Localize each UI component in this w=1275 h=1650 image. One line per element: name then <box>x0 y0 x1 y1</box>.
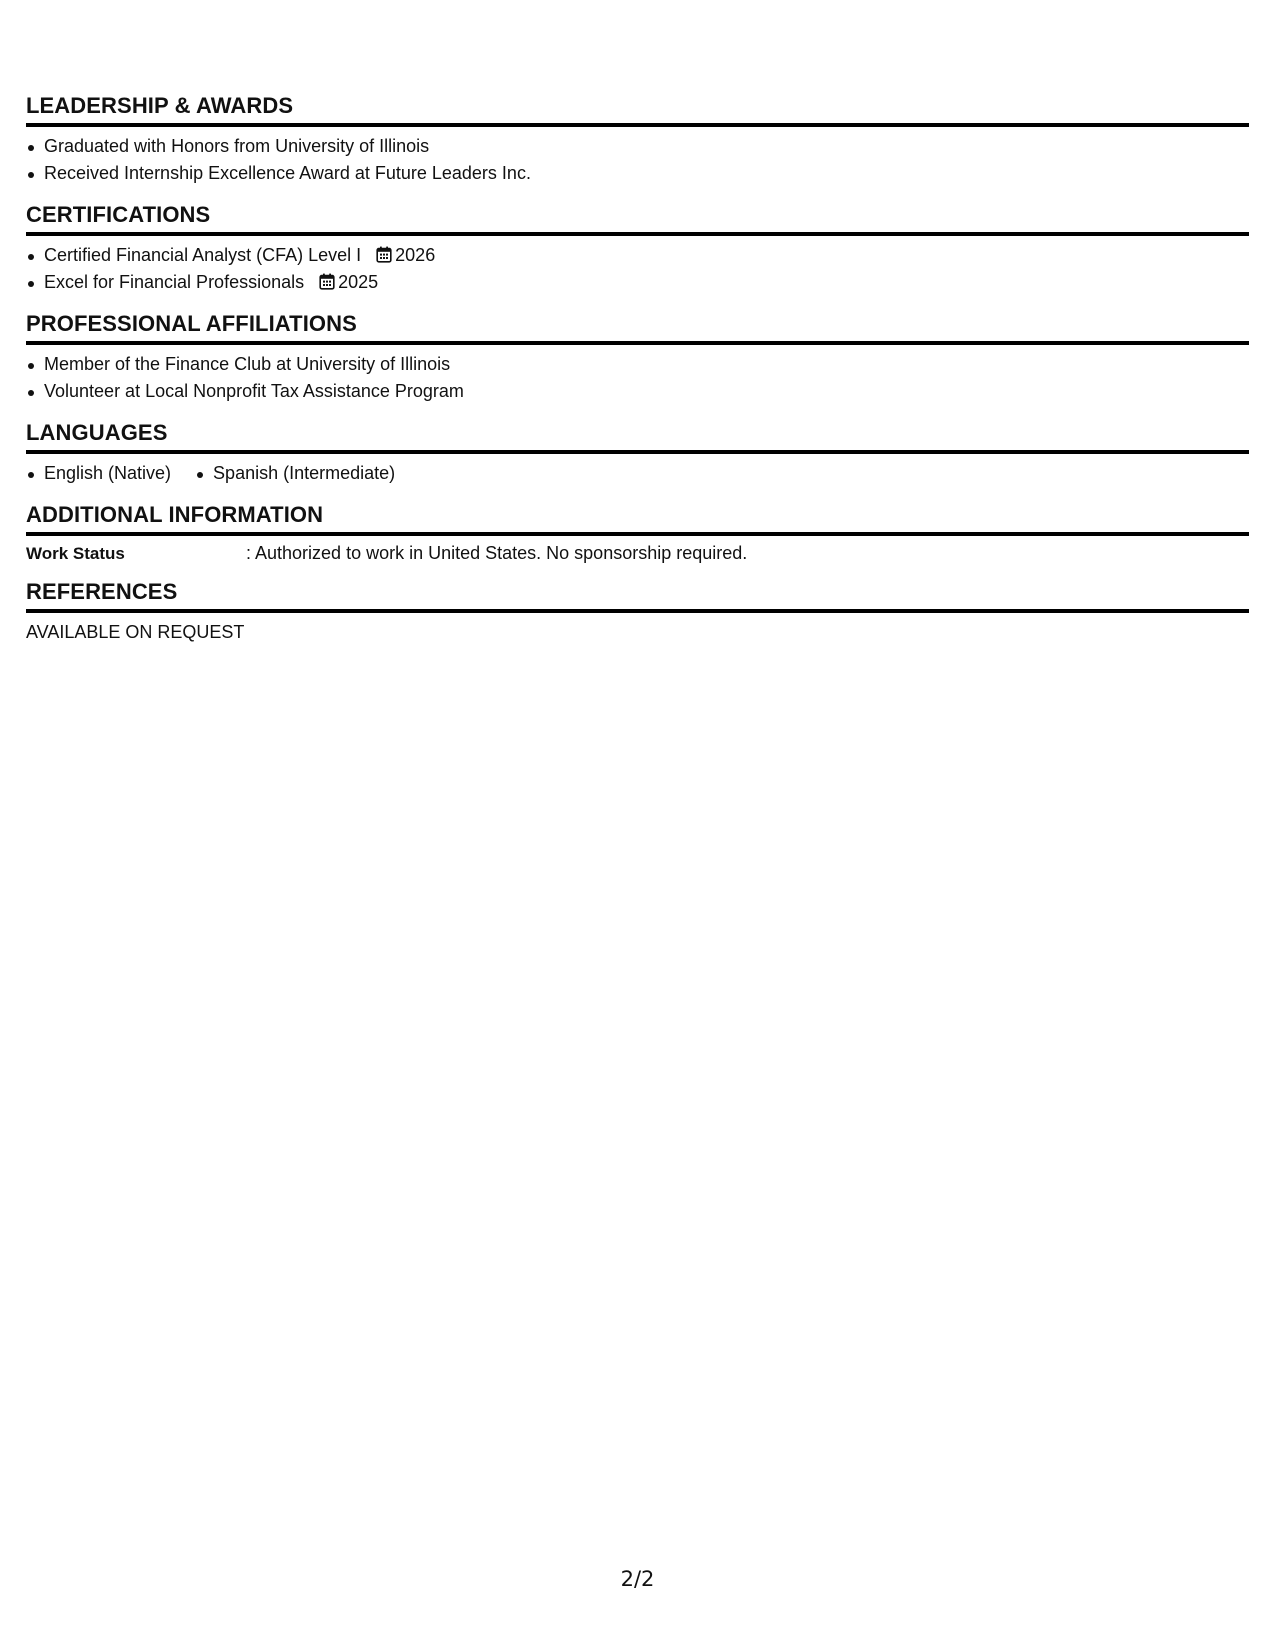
list-item: Member of the Finance Club at University of Illinois <box>26 351 1249 378</box>
certifications-section <box>26 203 1249 296</box>
list-item <box>26 269 1249 296</box>
section-title-leadership: LEADERSHIP & AWARDS <box>26 94 1249 127</box>
calendar-icon <box>319 273 335 290</box>
affiliations-section <box>26 312 1249 405</box>
section-title-languages: LANGUAGES <box>26 421 1249 454</box>
certification-date <box>376 245 435 265</box>
work-status-label: Work Status <box>26 544 125 563</box>
section-title-references: REFERENCES <box>26 580 1249 613</box>
affiliations-list <box>26 351 1249 405</box>
certifications-list <box>26 242 1249 296</box>
language-item: Spanish (Intermediate) <box>195 460 395 487</box>
list-item: Received Internship Excellence Award at Future Leaders Inc. <box>26 160 1249 187</box>
certification-date <box>319 272 378 292</box>
language-item: English (Native) <box>26 460 171 487</box>
section-title-certifications: CERTIFICATIONS <box>26 203 1249 236</box>
certification-name: Excel for Financial Professionals <box>44 272 305 292</box>
calendar-icon <box>376 246 392 263</box>
certification-year: 2026 <box>395 245 436 265</box>
references-section <box>26 580 1249 646</box>
section-title-affiliations: PROFESSIONAL AFFILIATIONS <box>26 312 1249 345</box>
list-item: Volunteer at Local Nonprofit Tax Assistance Program <box>26 378 1249 405</box>
work-status-value: : Authorized to work in United States. No sponsorship required. <box>246 543 748 563</box>
work-status-row <box>26 540 1249 567</box>
languages-list <box>26 460 1249 487</box>
certification-name: Certified Financial Analyst (CFA) Level I <box>44 245 362 265</box>
page-number: 2/2 <box>620 1567 655 1591</box>
resume-page <box>26 94 1249 646</box>
list-item: Graduated with Honors from University of Illinois <box>26 133 1249 160</box>
leadership-list <box>26 133 1249 187</box>
section-title-additional: ADDITIONAL INFORMATION <box>26 503 1249 536</box>
languages-section <box>26 421 1249 487</box>
references-text: AVAILABLE ON REQUEST <box>26 622 245 642</box>
certification-year: 2025 <box>338 272 379 292</box>
list-item <box>26 242 1249 269</box>
leadership-awards-section <box>26 94 1249 187</box>
additional-information-section <box>26 503 1249 567</box>
